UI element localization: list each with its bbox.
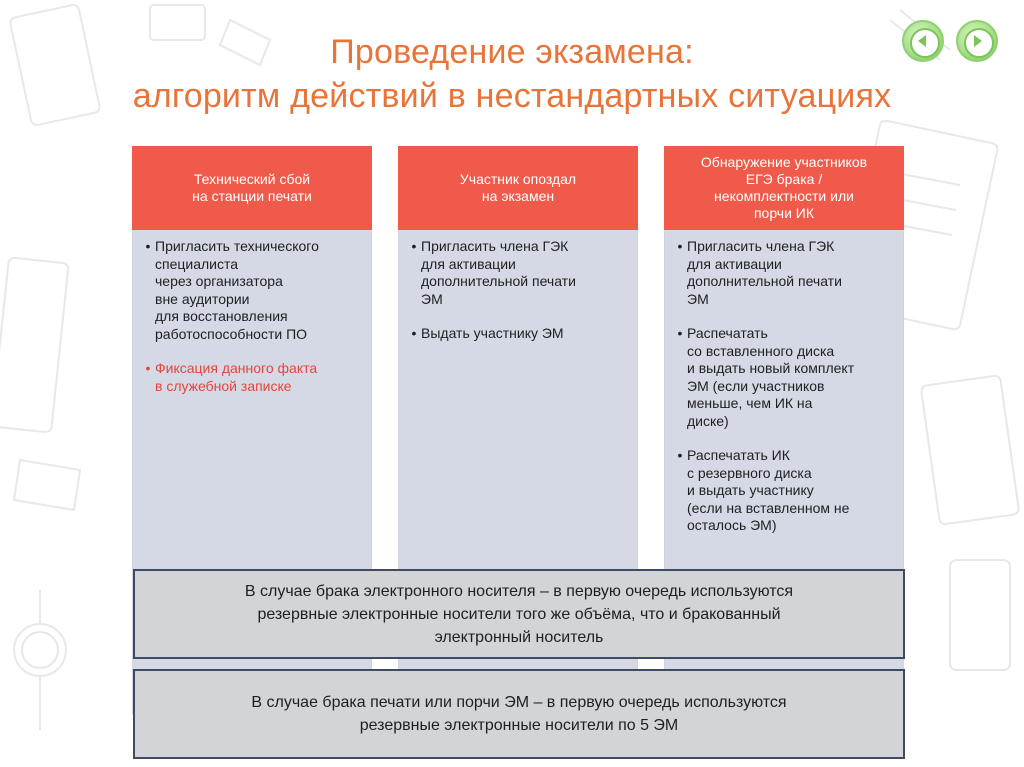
title-line-1: Проведение экзамена:: [330, 33, 694, 71]
list-item-text: Распечатать со вставленного диска и выдать новый комплект ЭМ (если участников меньше, чем ИК на диске): [687, 325, 855, 429]
next-slide-button[interactable]: [956, 20, 998, 62]
list-item: • Пригласить технического специалиста через организатора вне аудитории для восстановления работоспособности ПО: [145, 238, 319, 342]
prev-slide-button[interactable]: [902, 20, 944, 62]
chevron-left-icon: [915, 33, 931, 49]
column-header: Обнаружение участников ЕГЭ брака / некомплектности или порчи ИК: [664, 146, 904, 230]
title-line-2: алгоритм действий в нестандартных ситуациях: [132, 77, 892, 115]
list-item-text: Распечатать ИК с резервного диска и выдать участнику (если на вставленном не осталось ЭМ): [687, 447, 850, 533]
chevron-right-icon: [969, 33, 985, 49]
column-header: Технический сбой на станции печати: [132, 146, 372, 230]
list-item: • Пригласить члена ГЭК для активации дополнительной печати ЭМ: [411, 238, 576, 307]
note-print-defect: В случае брака печати или порчи ЭМ – в первую очередь используются резервные электронные носители по 5 ЭМ: [133, 669, 905, 759]
list-item-text: Выдать участнику ЭМ: [421, 325, 564, 341]
list-item: • Пригласить члена ГЭК для активации дополнительной печати ЭМ: [677, 238, 842, 307]
list-item: • Выдать участнику ЭМ: [411, 325, 564, 341]
note-media-defect: В случае брака электронного носителя – в первую очередь используются резервные электронные носители того же объёма, что и бракованный электронный носитель: [133, 569, 905, 659]
list-item-text: Пригласить члена ГЭК для активации дополнительной печати ЭМ: [687, 238, 842, 307]
list-item-text: Фиксация данного факта в служебной записке: [155, 360, 318, 394]
list-item: • Распечатать ИК с резервного диска и выдать участнику (если на вставленном не осталось ЭМ): [677, 447, 850, 533]
list-item-text: Пригласить технического специалиста через организатора вне аудитории для восстановления работоспособности ПО: [155, 238, 319, 342]
column-header: Участник опоздал на экзамен: [398, 146, 638, 230]
page-title: [0, 30, 1024, 118]
list-item-text: Пригласить члена ГЭК для активации дополнительной печати ЭМ: [421, 238, 576, 307]
list-item: • Распечатать со вставленного диска и выдать новый комплект ЭМ (если участников меньше, чем ИК на диске): [677, 325, 855, 429]
list-item-highlight: • Фиксация данного факта в служебной записке: [145, 360, 318, 394]
